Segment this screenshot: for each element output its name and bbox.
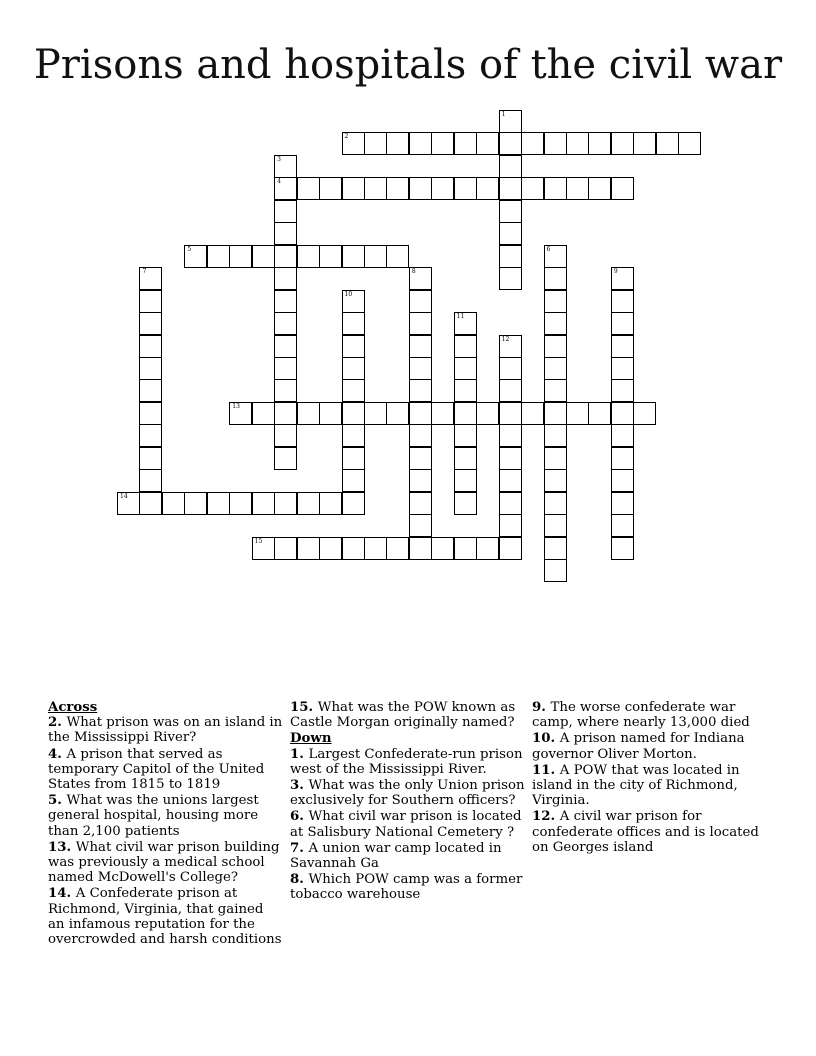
grid-cell[interactable] [274, 267, 297, 290]
cell-number: 10 [344, 290, 353, 298]
clue-number: 9 [532, 700, 542, 715]
down-clue-11: 11. A POW that was located in island in the city of Richmond, Virginia. [532, 762, 740, 809]
grid-cell[interactable] [454, 357, 477, 380]
clue-number: 10 [532, 731, 551, 747]
grid-cell[interactable] [229, 245, 252, 268]
clue-text: A prison named for Indiana governor Oliver Morton. [532, 731, 745, 762]
grid-cell[interactable] [544, 132, 567, 155]
grid-cell[interactable] [274, 290, 297, 313]
grid-cell[interactable] [431, 132, 454, 155]
across-clue-2: 2. What prison was on an island in the Mississippi River? [48, 715, 283, 746]
grid-cell[interactable] [139, 357, 162, 380]
cell-number: 12 [501, 335, 510, 343]
grid-cell[interactable] [274, 402, 297, 425]
grid-cell[interactable] [544, 559, 567, 582]
grid-cell[interactable] [274, 312, 297, 335]
grid-cell[interactable] [431, 177, 454, 200]
grid-cell[interactable] [342, 312, 365, 335]
grid-cell[interactable] [544, 379, 567, 402]
clue-number: 4 [48, 746, 58, 762]
grid-cell[interactable] [544, 447, 567, 470]
grid-cell[interactable] [499, 379, 522, 402]
grid-cell[interactable] [499, 402, 522, 425]
grid-cell[interactable] [409, 335, 432, 358]
grid-cell[interactable] [499, 267, 522, 290]
grid-cell[interactable] [499, 177, 522, 200]
down-clue-1: 1. Largest Confederate-run prison west of the Mississippi River. [290, 746, 523, 777]
grid-cell[interactable] [386, 402, 409, 425]
grid-cell[interactable] [342, 357, 365, 380]
grid-cell[interactable] [454, 424, 477, 447]
grid-cell[interactable] [499, 110, 522, 133]
grid-cell[interactable] [544, 312, 567, 335]
clue-number: 13 [48, 839, 67, 855]
cell-number: 4 [277, 178, 281, 186]
grid-cell[interactable] [364, 402, 387, 425]
grid-cell[interactable] [297, 492, 320, 515]
grid-cell[interactable] [342, 379, 365, 402]
grid-cell[interactable] [499, 200, 522, 223]
grid-cell[interactable] [611, 492, 634, 515]
grid-cell[interactable] [162, 492, 185, 515]
clue-text: A union war camp located in Savannah Ga [290, 840, 502, 872]
grid-cell[interactable] [611, 335, 634, 358]
grid-cell[interactable] [319, 177, 342, 200]
clue-number: 2 [48, 715, 58, 731]
grid-cell[interactable] [409, 447, 432, 470]
grid-cell[interactable] [656, 132, 679, 155]
grid-cell[interactable] [409, 132, 432, 155]
grid-cell[interactable] [342, 469, 365, 492]
grid-cell[interactable] [342, 290, 365, 313]
grid-cell[interactable] [386, 177, 409, 200]
grid-cell[interactable] [499, 357, 522, 380]
clue-text: What prison was on an island in the Mississippi River? [48, 715, 283, 746]
grid-cell[interactable] [364, 537, 387, 560]
cell-number: 9 [613, 268, 618, 276]
grid-cell[interactable] [184, 492, 207, 515]
grid-cell[interactable] [252, 402, 275, 425]
down-clue-7: 7. A union war camp located in Savannah Ga [290, 840, 502, 872]
clue-number: 12 [532, 809, 551, 825]
grid-cell[interactable] [454, 177, 477, 200]
grid-cell[interactable] [633, 402, 656, 425]
clue-number: 7 [290, 840, 300, 856]
grid-cell[interactable] [139, 469, 162, 492]
grid-cell[interactable] [207, 245, 230, 268]
grid-cell[interactable] [476, 177, 499, 200]
grid-cell[interactable] [544, 335, 567, 358]
grid-cell[interactable] [139, 267, 162, 290]
grid-cell[interactable] [544, 402, 567, 425]
grid-cell[interactable] [386, 245, 409, 268]
grid-cell[interactable] [342, 245, 365, 268]
clue-text: A POW that was located in island in the city of Richmond, Virginia. [532, 762, 740, 809]
grid-cell[interactable] [229, 492, 252, 515]
grid-cell[interactable] [252, 537, 275, 560]
across-clue-4: 4. A prison that served as temporary Capitol of the United States from 1815 to 1819 [48, 746, 265, 793]
grid-cell[interactable] [499, 424, 522, 447]
grid-cell[interactable] [544, 245, 567, 268]
grid-cell[interactable] [454, 312, 477, 335]
clue-number: 5 [48, 793, 58, 809]
clue-text: What civil war prison is located at Salisbury National Cemetery ? [290, 809, 522, 840]
grid-cell[interactable] [297, 245, 320, 268]
grid-cell[interactable] [476, 132, 499, 155]
grid-cell[interactable] [342, 402, 365, 425]
grid-cell[interactable] [139, 447, 162, 470]
grid-cell[interactable] [274, 357, 297, 380]
grid-cell[interactable] [364, 177, 387, 200]
down-clue-8: 8. Which POW camp was a former tobacco warehouse [290, 872, 523, 903]
grid-cell[interactable] [297, 177, 320, 200]
grid-cell[interactable] [611, 312, 634, 335]
grid-cell[interactable] [611, 379, 634, 402]
grid-cell[interactable] [499, 245, 522, 268]
grid-cell[interactable] [544, 514, 567, 537]
down-clue-6: 6. What civil war prison is located at Salisbury National Cemetery ? [290, 809, 522, 840]
grid-cell[interactable] [454, 132, 477, 155]
clue-text: What civil war prison building was previously a medical school named McDowell's College? [48, 839, 280, 886]
grid-cell[interactable] [611, 447, 634, 470]
grid-cell[interactable] [139, 312, 162, 335]
grid-cell[interactable] [611, 424, 634, 447]
grid-cell[interactable] [611, 132, 634, 155]
clue-column-2 [290, 700, 526, 904]
grid-cell[interactable] [319, 537, 342, 560]
grid-cell[interactable] [454, 402, 477, 425]
grid-cell[interactable] [409, 514, 432, 537]
clue-column-1 [48, 700, 284, 948]
grid-cell[interactable] [342, 177, 365, 200]
clue-text: The worse confederate war camp, where nearly 13,000 died [532, 700, 750, 731]
grid-cell[interactable] [588, 402, 611, 425]
grid-cell[interactable] [274, 492, 297, 515]
down-clue-3: 3. What was the only Union prison exclusively for Southern officers? [290, 778, 525, 809]
grid-cell[interactable] [544, 424, 567, 447]
clue-text: A Confederate prison at Richmond, Virginia, that gained an infamous reputation for the overcrowded and harsh conditions [48, 886, 282, 948]
grid-cell[interactable] [252, 245, 275, 268]
grid-cell[interactable] [409, 177, 432, 200]
grid-cell[interactable] [521, 132, 544, 155]
grid-cell[interactable] [297, 537, 320, 560]
grid-cell[interactable] [611, 267, 634, 290]
grid-cell[interactable] [611, 469, 634, 492]
grid-cell[interactable] [274, 177, 297, 200]
grid-cell[interactable] [499, 222, 522, 245]
grid-cell[interactable] [454, 335, 477, 358]
across-clue-5: 5. What was the unions largest general hospital, housing more than 2,100 patients [48, 793, 259, 839]
clue-text: A civil war prison for confederate offices and is located on Georges island [532, 809, 759, 855]
grid-cell[interactable] [521, 177, 544, 200]
grid-cell[interactable] [521, 402, 544, 425]
grid-cell[interactable] [139, 402, 162, 425]
grid-cell[interactable] [319, 402, 342, 425]
grid-cell[interactable] [476, 402, 499, 425]
grid-cell[interactable] [431, 402, 454, 425]
across-clue-15: 15. What was the POW known as Castle Morgan originally named? [290, 700, 516, 731]
grid-cell[interactable] [454, 379, 477, 402]
grid-cell[interactable] [139, 335, 162, 358]
grid-cell[interactable] [409, 469, 432, 492]
grid-cell[interactable] [499, 469, 522, 492]
cell-number: 15 [254, 537, 263, 545]
grid-cell[interactable] [544, 357, 567, 380]
grid-cell[interactable] [252, 492, 275, 515]
down-clue-10: 10. A prison named for Indiana governor Oliver Morton. [532, 731, 745, 762]
grid-cell[interactable] [409, 424, 432, 447]
grid-cell[interactable] [229, 402, 252, 425]
clue-text: What was the unions largest general hospital, housing more than 2,100 patients [48, 793, 259, 839]
grid-cell[interactable] [544, 537, 567, 560]
clue-number: 6 [290, 809, 300, 825]
grid-cell[interactable] [499, 335, 522, 358]
cell-number: 8 [411, 268, 416, 276]
grid-cell[interactable] [499, 447, 522, 470]
cell-number: 2 [344, 133, 349, 141]
cell-number: 1 [501, 111, 506, 118]
cell-number: 13 [232, 402, 240, 410]
clue-text: What was the only Union prison exclusively for Southern officers? [290, 778, 525, 809]
grid-cell[interactable] [544, 290, 567, 313]
grid-cell[interactable] [454, 447, 477, 470]
grid-cell[interactable] [274, 447, 297, 470]
across-heading: Across [48, 700, 98, 715]
down-clue-9: 9. The worse confederate war camp, where nearly 13,000 died [532, 700, 750, 731]
grid-cell[interactable] [544, 492, 567, 515]
clue-column-3 [532, 700, 768, 856]
grid-cell[interactable] [611, 537, 634, 560]
clue-text: Largest Confederate-run prison west of the Mississippi River. [290, 746, 523, 777]
clue-text: A prison that served as temporary Capitol of the United States from 1815 to 1819 [48, 746, 265, 793]
grid-cell[interactable] [611, 402, 634, 425]
grid-cell[interactable] [409, 312, 432, 335]
grid-cell[interactable] [274, 537, 297, 560]
clue-number: 1 [290, 746, 300, 762]
grid-cell[interactable] [611, 177, 634, 200]
clue-number: 15 [290, 700, 309, 715]
clue-text: What was the POW known as Castle Morgan originally named? [290, 700, 516, 731]
puzzle-title: Prisons and hospitals of the civil war [33, 42, 783, 88]
grid-cell[interactable] [342, 537, 365, 560]
grid-cell[interactable] [139, 492, 162, 515]
grid-cell[interactable] [409, 492, 432, 515]
grid-cell[interactable] [274, 379, 297, 402]
grid-cell[interactable] [139, 379, 162, 402]
grid-cell[interactable] [274, 155, 297, 178]
grid-cell[interactable] [409, 290, 432, 313]
grid-cell[interactable] [611, 290, 634, 313]
clue-text: Which POW camp was a former tobacco warehouse [290, 872, 523, 903]
grid-cell[interactable] [409, 357, 432, 380]
grid-cell[interactable] [409, 267, 432, 290]
grid-cell[interactable] [342, 132, 365, 155]
grid-cell[interactable] [431, 537, 454, 560]
grid-cell[interactable] [611, 357, 634, 380]
grid-cell[interactable] [499, 155, 522, 178]
grid-cell[interactable] [274, 245, 297, 268]
cell-number: 6 [546, 245, 551, 253]
cell-number: 7 [142, 268, 147, 276]
down-heading: Down [290, 731, 332, 747]
grid-cell[interactable] [319, 492, 342, 515]
grid-cell[interactable] [499, 132, 522, 155]
grid-cell[interactable] [566, 177, 589, 200]
grid-cell[interactable] [544, 267, 567, 290]
grid-cell[interactable] [544, 469, 567, 492]
grid-cell[interactable] [386, 132, 409, 155]
grid-cell[interactable] [342, 424, 365, 447]
clue-number: 3 [290, 778, 300, 794]
grid-cell[interactable] [274, 424, 297, 447]
grid-cell[interactable] [499, 492, 522, 515]
grid-cell[interactable] [274, 200, 297, 223]
grid-cell[interactable] [678, 132, 701, 155]
grid-cell[interactable] [184, 245, 207, 268]
grid-cell[interactable] [139, 424, 162, 447]
grid-cell[interactable] [499, 514, 522, 537]
grid-cell[interactable] [611, 514, 634, 537]
cell-number: 3 [277, 155, 281, 163]
grid-cell[interactable] [499, 537, 522, 560]
grid-cell[interactable] [319, 245, 342, 268]
grid-cell[interactable] [139, 290, 162, 313]
grid-cell[interactable] [454, 492, 477, 515]
grid-cell[interactable] [409, 379, 432, 402]
grid-cell[interactable] [342, 335, 365, 358]
down-clue-12: 12. A civil war prison for confederate offices and is located on Georges island [532, 809, 759, 855]
across-clue-14: 14. A Confederate prison at Richmond, Virginia, that gained an infamous reputation for the overcrowded and harsh conditions [48, 886, 282, 948]
grid-cell[interactable] [633, 132, 656, 155]
grid-cell[interactable] [566, 132, 589, 155]
grid-cell[interactable] [454, 537, 477, 560]
across-clue-13: 13. What civil war prison building was previously a medical school named McDowell's College? [48, 839, 280, 886]
grid-cell[interactable] [342, 447, 365, 470]
grid-cell[interactable] [476, 537, 499, 560]
grid-cell[interactable] [274, 335, 297, 358]
cell-number: 14 [120, 492, 128, 500]
grid-cell[interactable] [117, 492, 140, 515]
grid-cell[interactable] [297, 402, 320, 425]
grid-cell[interactable] [342, 492, 365, 515]
grid-cell[interactable] [566, 402, 589, 425]
grid-cell[interactable] [207, 492, 230, 515]
cell-number: 5 [187, 245, 192, 253]
cell-number: 11 [456, 313, 465, 321]
grid-cell[interactable] [409, 402, 432, 425]
clue-number: 8 [290, 872, 300, 888]
grid-cell[interactable] [386, 537, 409, 560]
grid-cell[interactable] [544, 177, 567, 200]
grid-cell[interactable] [454, 469, 477, 492]
grid-cell[interactable] [364, 245, 387, 268]
grid-cell[interactable] [364, 132, 387, 155]
grid-cell[interactable] [588, 177, 611, 200]
clue-number: 11 [532, 762, 551, 778]
grid-cell[interactable] [588, 132, 611, 155]
grid-cell[interactable] [274, 222, 297, 245]
grid-cell[interactable] [409, 537, 432, 560]
clue-number: 14 [48, 886, 67, 902]
